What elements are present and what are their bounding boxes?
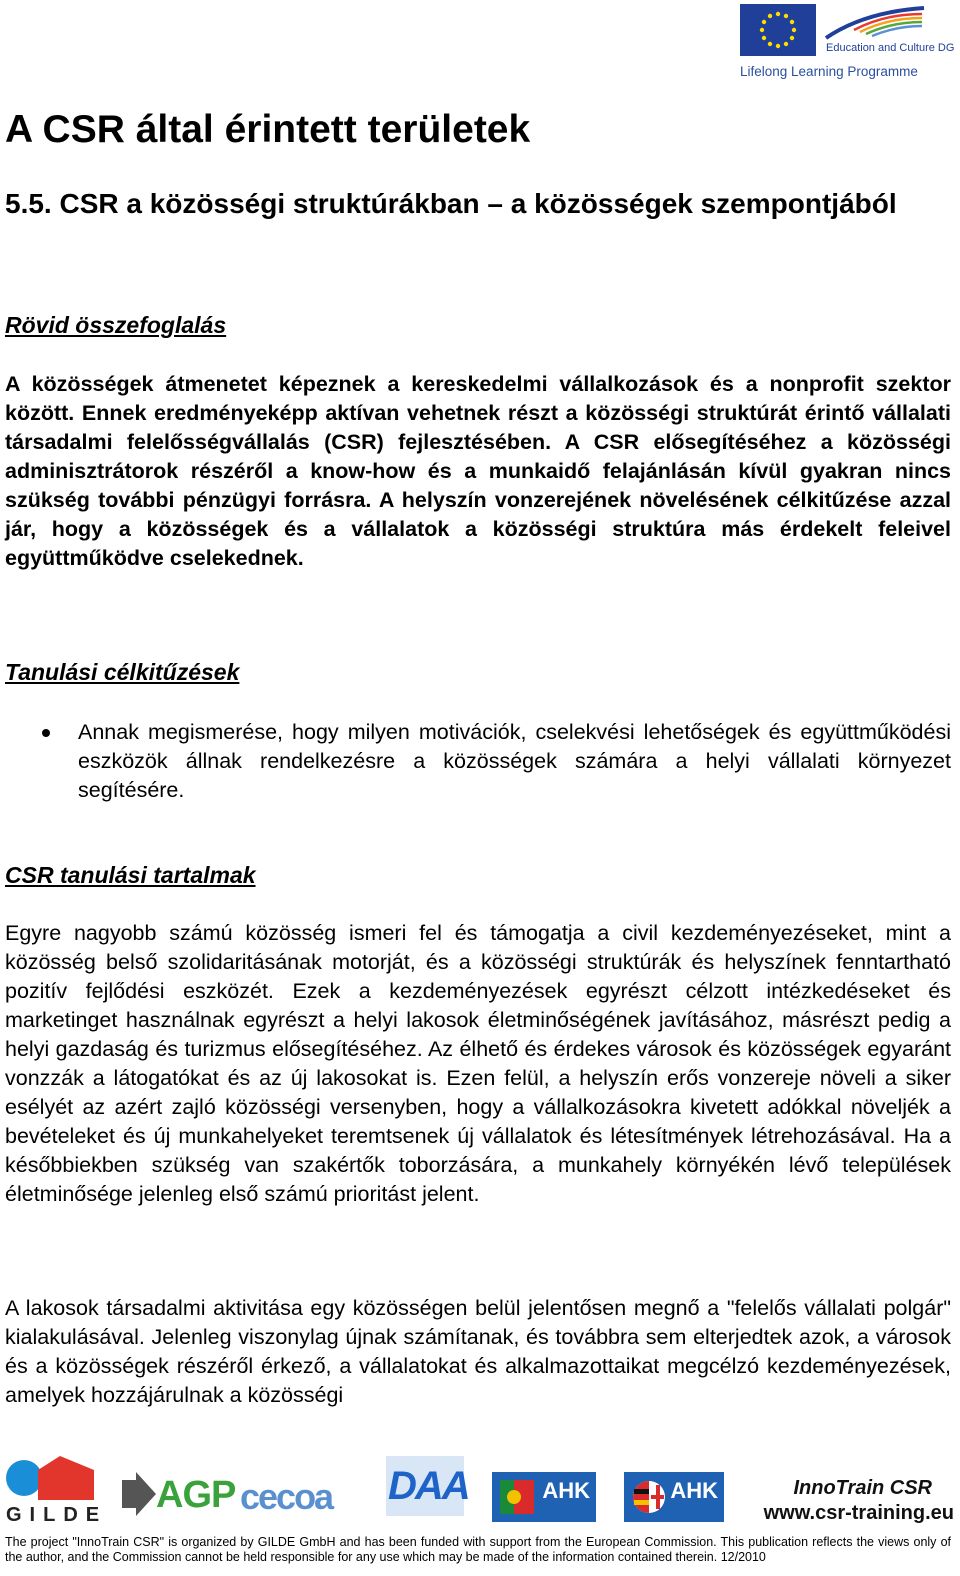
objectives-list xyxy=(5,718,951,805)
objectives-heading: Tanulási célkitűzések xyxy=(5,659,240,685)
cecoa-logo-text: cecoa xyxy=(240,1476,333,1517)
ahk-logo-text: AHK xyxy=(542,1478,590,1503)
bullet-icon xyxy=(42,729,50,737)
portugal-germany-flag-icon xyxy=(500,1480,534,1514)
daa-logo-text: DAA xyxy=(388,1464,469,1508)
section-heading: 5.5. CSR a közösségi struktúrákban – a közösségek szempontjából xyxy=(5,188,897,219)
innotrain-branding xyxy=(754,1476,954,1526)
gilde-logo-text: GILDE xyxy=(6,1504,108,1526)
daa-logo xyxy=(386,1456,469,1516)
gilde-house-icon xyxy=(38,1456,94,1500)
innotrain-title: InnoTrain CSR xyxy=(793,1477,932,1499)
disclaimer-text: The project "InnoTrain CSR" is organized by GILDE GmbH and has been funded with support from the European Commission. This publication reflects the views only of the author, and the Commission cannot be held responsible for any use which may be made of the information contained therein. 12/2010 xyxy=(5,1535,951,1564)
summary-paragraph: A közösségek átmenetet képeznek a kereskedelmi vállalkozások és a nonprofit szektor között. Ennek eredményeképp aktívan vehetnek részt a közösségi struktúrát érintő vállalati társadalmi felelősségvállalás (CSR) fejlesztésében. A CSR elősegítéséhez a közösségi adminisztrátorok részéről a know-how és a munkaidő felajánlásán kívül gyakran nincs szükség további pénzügyi forrásra. A helyszín vonzerejének növelésének célkitűzése azzal jár, hogy a közösségek és a vállalatok a közösségi struktúra más érdekelt feleivel együttműködve cselekednek. xyxy=(5,372,951,570)
eu-lifelong-learning-logo xyxy=(740,4,955,84)
content-paragraph: A lakosok társadalmi aktivitása egy közösségen belül jelentősen megnő a "felelős vállalati polgár" kialakulásával. Jelenleg viszonylag újnak számítanak, és továbbra sem elterjedtek azok, a városok és a közösségek részéről érkező, a vállalatokat és alkalmazottaikat megcélzó kezdeményezések, amelyek hozzájárulnak a közösségi xyxy=(5,1296,951,1407)
programme-label: Lifelong Learning Programme xyxy=(740,64,918,79)
innotrain-url: www.csr-training.eu xyxy=(763,1502,954,1524)
partner-logos xyxy=(0,1450,960,1535)
objective-text: Annak megismerése, hogy milyen motivációk, cselekvési lehetőségek és együttműködési eszközök állnak rendelkezésre a közösségek számára a helyi vállalati környezet segítésére. xyxy=(78,720,951,802)
agp-arrow-icon xyxy=(118,1472,158,1518)
agp-logo xyxy=(118,1472,236,1522)
ahk-logo-text: AHK xyxy=(670,1478,718,1503)
summary-heading: Rövid összefoglalás xyxy=(5,312,227,338)
ahk-portugal-logo xyxy=(492,1472,596,1522)
ahk-uk-logo xyxy=(624,1472,724,1522)
dg-label: Education and Culture DG xyxy=(826,42,955,54)
eu-flag-icon xyxy=(740,4,816,56)
gilde-logo xyxy=(6,1456,108,1526)
page-title: A CSR által érintett területek xyxy=(5,108,531,151)
gilde-circle-icon xyxy=(6,1460,42,1496)
agp-logo-text: AGP xyxy=(156,1474,236,1516)
list-item xyxy=(5,718,951,805)
cecoa-logo xyxy=(240,1476,365,1516)
germany-uk-flag-icon xyxy=(632,1480,666,1514)
content-paragraph: Egyre nagyobb számú közösség ismeri fel és támogatja a civil kezdeményezéseket, mint a közösség belső szolidaritásának motorját, és a közösségi struktúrák és helyszínek fenntartható pozitív fejlődési eszközét. Ezek a kezdeményezések egyrészt célzott intézkedéseket és marketinget használnak egyrészt a helyi lakosok életminőségének javításához, másrészt pedig a helyi gazdaság és turizmus elősegítéséhez. Az élhető és érdekes városok és közösségek egyaránt vonzzák a látogatókat és az új lakosokat is. Ezen felül, a helyszín erős vonzereje növeli a siker esélyét az azért zajló közösségi versenyben, hogy a vállalkozásokra kivetett adókkal növeljék a bevételeket és új munkahelyeket teremtsenek új vállalatok és létesítmények létrehozásával. Ha a későbbiekben szükség van szakértők toborzására, a munkahely környékén lévő települések életminősége jelenleg első számú prioritást jelent. xyxy=(5,921,951,1206)
contents-heading: CSR tanulási tartalmak xyxy=(5,862,256,888)
